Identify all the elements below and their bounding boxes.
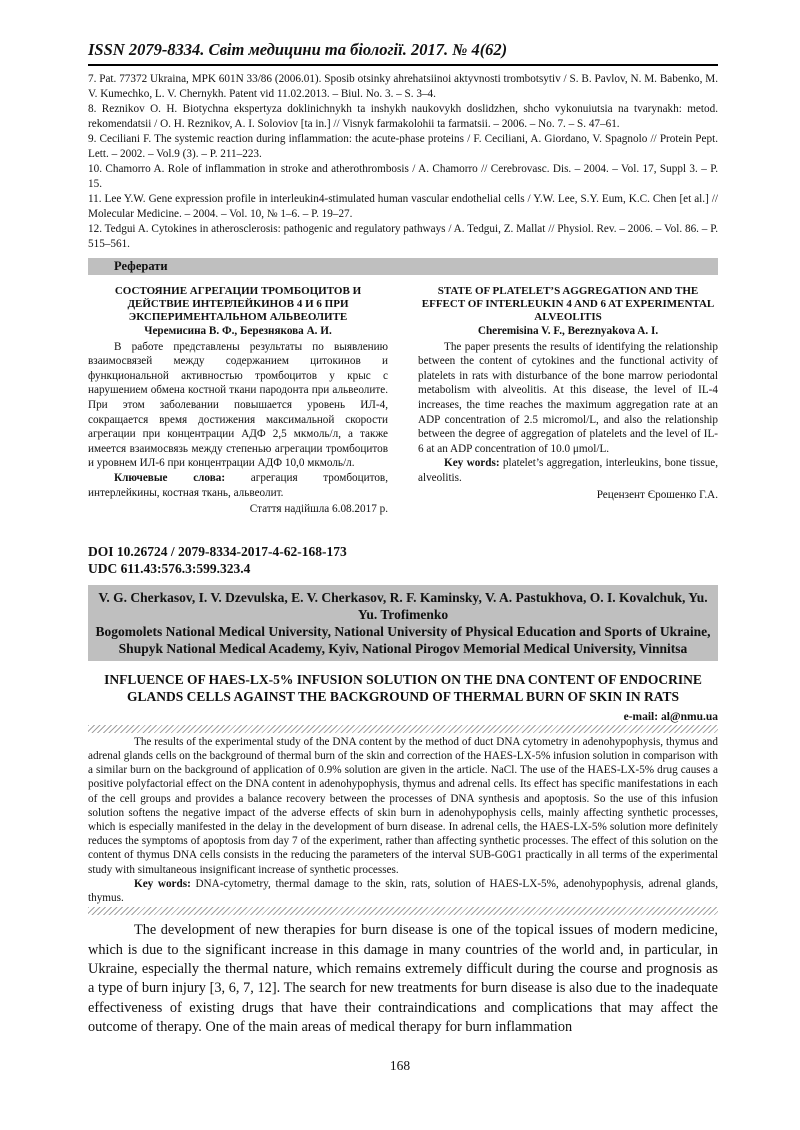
reference-item: 11. Lee Y.W. Gene expression profile in interleukin4-stimulated human vascular endothelial cells / Y.W. Lee, S.Y. Eum, K.C. Chen [et al.] // Molecular Medicine. – 2004. – Vol. 10, № 1–6. – P. 19–27. [88,193,718,220]
divider-bottom [88,907,718,915]
left-abstract-title: СОСТОЯНИЕ АГРЕГАЦИИ ТРОМБОЦИТОВ И ДЕЙСТВИЕ ИНТЕРЛЕЙКИНОВ 4 И 6 ПРИ ЭКСПЕРИМЕНТАЛЬНОМ АЛЬВЕОЛИТЕ [114,285,362,323]
left-abstract-text: В работе представлены результаты по выявлению взаимосвязей между содержанием цитокинов и функциональной активностью тромбоцитов у крыс с нарушением обмена костной ткани пародонта при альвеолите. При этом заболевании повышается уровень ИЛ-4, сокращается время достижения максимальной скорости агрегации при концентрации АДФ 2,5 мкмоль/л, а также имеется взаимосвязь между степенью агрегации тромбоцитов и уровнем ИЛ-6 при концентрации АДФ 10,0 мкмоль/л. [88,340,388,470]
identifiers [88,543,718,577]
left-abstract-authors: Черемисина В. Ф., Березнякова А. И. [144,325,332,337]
divider-top [88,725,718,733]
reviewer-note: Рецензент Єрошенко Г.А. [596,488,718,501]
reference-list [88,72,718,252]
abstract-text: The results of the experimental study of the DNA content by the method of duct DNA cytometry in adenohypophysis, thymus and adrenal glands cells on the background of thermal burn of the skin and correction of the HAES-LX-5% infusion solution in comparison with a similar burn on the background of application of 0.9% solution are given in the article. NaCl. The use of the HAES-LX-5% drug causes a positive polyfactorial effect on the DNA content in adenohypophysis, thymus and adrenal cells. Its effect has specific manifestations in each of the cell groups and provides a balance recovery between the processes of DNA synthesis and apoptosis. So the use of this infusion solution softens the negative impact of the adverse effects of skin burn in adenohypophysis cells, mainly affecting synthetic processes, which is especially manifested in the delay in the development of burn disease. In adrenal cells, the HAES-LX-5% solution more definitely reduces the symptoms of apoptosis from day 7 of the experiment, rather than affecting synthetic processes. The effect of this solution on the content of thymus DNA cells consists in the reducing the parameters of the interval SUB-G0G1 practically in all terms of the experimental study with simultaneous insignificant increase of synthetic processes. [88,735,718,876]
left-abstract-keywords [88,471,388,500]
reference-item: 12. Tedgui A. Cytokines in atherosclerosis: pathogenic and regulatory pathways / A. Tedgui, Z. Mallat // Physiol. Rev. – 2006. – Vol. 86. – P. 515–561. [88,223,718,250]
body-paragraph: The development of new therapies for burn disease is one of the topical issues of modern medicine, which is due to the significant increase in this damage in many countries of the world and, in particular, in Ukraine, especially the thermal nature, which remains extremely difficult during the course and prognosis as a type of burn injury [3, 6, 7, 12]. The search for new treatments for burn disease is also due to the inadequate effectiveness of existing drugs that have their contraindications and complications that may affect the outcome of therapy. One of the main areas of medical therapy for burn inflammation [88,922,718,1036]
article-abstract [88,735,718,905]
journal-header: ISSN 2079-8334. Світ медицини та біології. 2017. № 4(62) [88,40,718,66]
page-number: 168 [389,1058,411,1073]
right-abstract-authors: Cheremisina V. F., Bereznyakova A. I. [477,325,659,337]
udc: UDC 611.43:576.3:599.323.4 [88,560,251,576]
abstract-keywords [88,877,718,905]
abstract-columns [88,285,718,517]
left-keywords-value: агрегация тромбоцитов, интерлейкины, костная ткань, альвеолит. [88,471,389,499]
reference-item: 10. Chamorro A. Role of inflammation in stroke and atherothrombosis / A. Chamorro // Cerebrovasc. Dis. – 2004. – Vol. 17, Suppl 3. – P. 15. [88,163,718,190]
abstracts-heading: Реферати [88,258,718,275]
right-keywords-value: platelet’s aggregation, interleukins, bone tissue, alveolitis. [418,457,718,484]
doi: DOI 10.26724 / 2079-8334-2017-4-62-168-173 [88,543,347,559]
article-title: INFLUENCE OF HAES-LX-5% INFUSION SOLUTION ON THE DNA CONTENT OF ENDOCRINE GLANDS CELLS AGAINST THE BACKGROUND OF THERMAL BURN OF SKIN IN RATS [104,671,702,704]
authors-box [88,585,718,661]
contact-email: e-mail: al@nmu.ua [623,710,718,723]
article-affiliations: Bogomolets National Medical University, National University of Physical Education and Sports of Ukraine, Shupyk National Medical Academy, Kyiv, National Pirogov Memorial Medical University, Vinnitsa [95,623,711,656]
page [88,40,718,1052]
left-keywords-label: Ключевые слова: [114,471,226,484]
left-abstract [88,285,388,517]
reference-item: 7. Pat. 77372 Ukraina, MPK 601N 33/86 (2006.01). Sposib otsinky ahrehatsiinoi aktyvnosti trombotsytiv / S. B. Pavlov, N. M. Babenko, M. V. Kumechko, L. V. Chernykh. Patent vid 11.02.2013. – Biul. No. 3. – S. 3–4. [88,73,718,100]
right-abstract-text: The paper presents the results of identifying the relationship between the content of cytokines and the functional activity of platelets in rats with disturbance of the bone marrow periodontal metabolism with alveolitis. At this disease, the level of IL-4 increases, the time reaches the maximum aggregation rate at an ADP concentration of 2.5 micromol/L, and also the relationship between the degree of aggregation of platelets and the level of IL-6 at an ADP concentration of 10.0 μmol/L. [418,340,718,455]
right-abstract [418,285,718,517]
abstract-keywords-value: DNA-cytometry, thermal damage to the skin, rats, solution of HAES-LX-5%, adenohypophysis, adrenal glands, thymus. [88,877,719,904]
reference-item: 9. Ceciliani F. The systemic reaction during inflammation: the acute-phase proteins / F. Ceciliani, A. Giordano, V. Spagnolo // Protein Pept. Lett. – 2002. – Vol.9 (3). – P. 211–223. [88,133,718,160]
reference-item: 8. Reznikov O. H. Biotychna ekspertyza doklinichnykh ta inshykh naukovykh doslidzhen, shcho vykonuiutsia na tvarynakh: metod. rekomendatsii / O. H. Reznikov, A. I. Soloviov [ta in.] // Visnyk farmakolohii ta farmatsii. – 2006. – No. 7. – S. 47–61. [88,103,718,130]
right-keywords-label: Key words: [444,457,500,470]
right-abstract-title: STATE OF PLATELET’S AGGREGATION AND THE EFFECT OF INTERLEUKIN 4 AND 6 AT EXPERIMENTAL ALVEOLITIS [421,285,715,323]
received-note: Стаття надійшла 6.08.2017 р. [249,503,388,516]
right-abstract-keywords [418,456,718,485]
abstract-keywords-label: Key words: [134,877,191,890]
article-authors: V. G. Cherkasov, I. V. Dzevulska, E. V. Cherkasov, R. F. Kaminsky, V. A. Pastukhova, O. I. Kovalchuk, Yu. Yu. Trofimenko [98,589,708,622]
